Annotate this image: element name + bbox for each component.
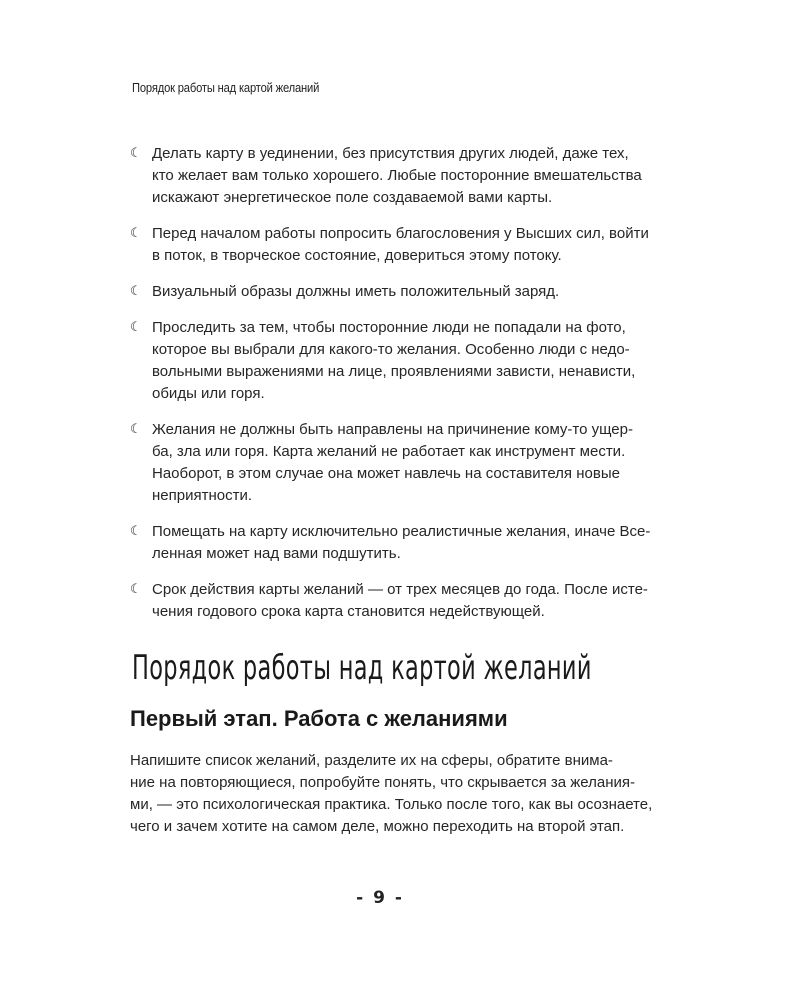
bullet-line: Наоборот, в этом случае она может навлечь на составителя новые [152, 465, 620, 482]
crescent-moon-icon: ☾ [130, 284, 142, 299]
crescent-moon-icon: ☾ [130, 146, 142, 161]
bullet-line: Желания не должны быть направлены на причинение кому-то ущер- [152, 421, 633, 438]
bullet-line: кто желает вам только хорошего. Любые посторонние вмешательства [152, 167, 642, 184]
bullet-line: Помещать на карту исключительно реалистичные желания, иначе Все- [152, 523, 651, 540]
bullet-line: Делать карту в уединении, без присутствия других людей, даже тех, [152, 145, 629, 162]
bullet-line: неприятности. [152, 487, 253, 504]
running-header: Порядок работы над картой желаний [132, 80, 320, 95]
section-title: Порядок работы над картой желаний [132, 648, 592, 688]
bullet-line: Срок действия карты желаний — от трех месяцев до года. После исте- [152, 581, 648, 598]
paragraph-line: чего и зачем хотите на самом деле, можно переходить на второй этап. [130, 818, 625, 835]
bullet-line: обиды или горя. [152, 385, 265, 402]
bullet-line: ленная может над вами подшутить. [152, 545, 401, 562]
bullet-line: Проследить за тем, чтобы посторонние люди не попадали на фото, [152, 319, 626, 336]
bullet-line: Перед началом работы попросить благословения у Высших сил, войти [152, 225, 649, 242]
subsection-title: Первый этап. Работа с желаниями [130, 706, 508, 731]
page-number: - 9 - [356, 888, 404, 908]
crescent-moon-icon: ☾ [130, 524, 142, 539]
bullet-item [130, 223, 649, 267]
crescent-moon-icon: ☾ [130, 320, 142, 335]
bullet-line: ба, зла или горя. Карта желаний не работает как инструмент мести. [152, 443, 626, 460]
paragraph-line: Напишите список желаний, разделите их на сферы, обратите внима- [130, 752, 613, 769]
bullet-list [130, 143, 651, 637]
bullet-line: искажают энергетическое поле создаваемой вами карты. [152, 189, 553, 206]
paragraph-line: ние на повторяющиеся, попробуйте понять, что скрывается за желания- [130, 774, 636, 791]
paragraph-line: ми, — это психологическая практика. Только после того, как вы осознаете, [130, 796, 653, 813]
bullet-item [130, 317, 636, 405]
bullet-line: в поток, в творческое состояние, довериться этому потоку. [152, 247, 562, 264]
bullet-item [130, 143, 642, 209]
bullet-line: которое вы выбрали для какого-то желания. Особенно люди с недо- [152, 341, 630, 358]
crescent-moon-icon: ☾ [130, 422, 142, 437]
bullet-item [130, 419, 633, 507]
bullet-item [130, 579, 648, 623]
bullet-line: вольными выражениями на лице, проявлениями зависти, ненависти, [152, 363, 636, 380]
bullet-line: Визуальный образы должны иметь положительный заряд. [152, 283, 560, 300]
body-paragraph [130, 750, 653, 838]
crescent-moon-icon: ☾ [130, 226, 142, 241]
bullet-item [130, 521, 651, 565]
bullet-item [130, 281, 630, 303]
crescent-moon-icon: ☾ [130, 582, 142, 597]
bullet-line: чения годового срока карта становится недействующей. [152, 603, 545, 620]
